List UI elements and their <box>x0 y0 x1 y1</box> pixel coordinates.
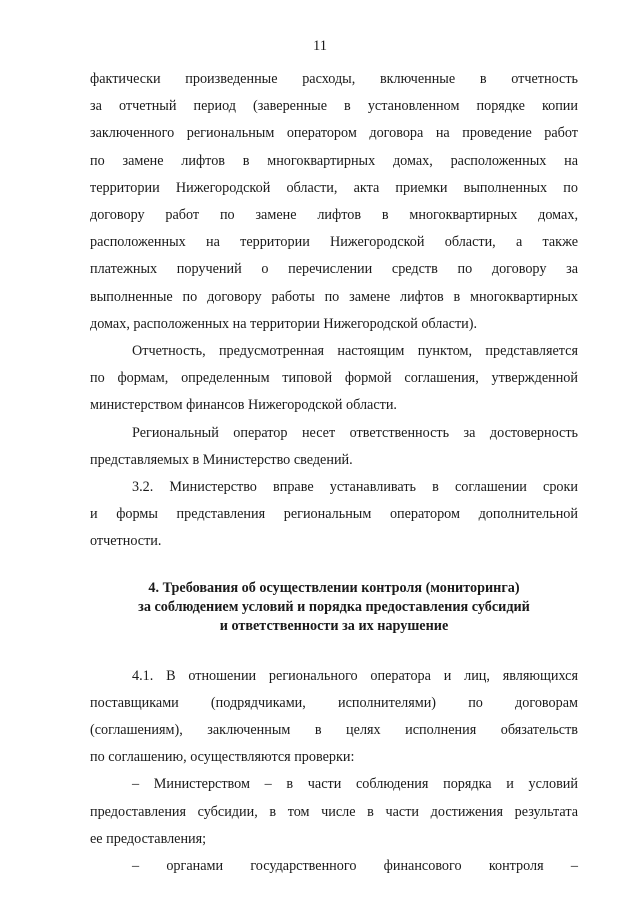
text-line: – Министерством – в части соблюдения порядка и условий <box>132 776 578 793</box>
text-line: отчетности. <box>90 533 162 550</box>
paragraph-4-1 <box>90 663 578 772</box>
text-line: 3.2. Министерство вправе устанавливать в соглашении сроки <box>132 479 578 496</box>
paragraph-3-2 <box>90 474 578 556</box>
text-line: поставщиками (подрядчиками, исполнителями) по договорам <box>90 694 578 711</box>
list-item-ministry <box>90 771 578 853</box>
heading-line: и ответственности за их нарушение <box>219 617 449 634</box>
text-line: Региональный оператор несет ответственность за достоверность <box>132 424 578 441</box>
text-line: Отчетность, предусмотренная настоящим пунктом, представляется <box>132 343 578 360</box>
text-line: домах, расположенных на территории Нижегородской области). <box>90 315 478 332</box>
paragraph-report-forms <box>90 338 578 420</box>
text-line: министерством финансов Нижегородской области. <box>90 397 397 414</box>
text-line: фактически произведенные расходы, включенные в отчетность <box>90 71 578 87</box>
text-line: ее предоставления; <box>90 830 207 847</box>
text-line: договору работ по замене лифтов в многоквартирных домах, <box>90 207 578 224</box>
text-line: по замене лифтов в многоквартирных домах, расположенных на <box>90 152 578 169</box>
heading-line: 4. Требования об осуществлении контроля (мониторинга) <box>148 579 520 596</box>
text-line: выполненные по договору работы по замене лифтов в многоквартирных <box>90 288 578 305</box>
text-line: 4.1. В отношении регионального оператора и лиц, являющихся <box>132 667 578 684</box>
text-line: представляемых в Министерство сведений. <box>90 451 353 468</box>
text-line: заключенного региональным оператором договора на проведение работ <box>90 125 578 142</box>
page-number: 11 <box>313 38 327 54</box>
text-line: – органами государственного финансового контроля – <box>132 858 578 875</box>
text-line: предоставления субсидии, в том числе в части достижения результата <box>90 803 578 820</box>
text-line: по формам, определенным типовой формой соглашения, утвержденной <box>90 370 578 387</box>
section-heading <box>90 579 578 636</box>
text-line: платежных поручений о перечислении средств по договору за <box>90 261 578 278</box>
document-body <box>90 66 578 880</box>
list-item-financial-control <box>90 853 578 880</box>
text-line: за отчетный период (заверенные в установленном порядке копии <box>90 98 578 115</box>
text-line: расположенных на территории Нижегородской области, а также <box>90 234 578 251</box>
text-line: (соглашениям), заключенным в целях исполнения обязательств <box>90 722 578 739</box>
heading-line: за соблюдением условий и порядка предоставления субсидий <box>138 598 530 615</box>
text-line: и формы представления региональным оператором дополнительной <box>90 506 578 523</box>
text-line: по соглашению, осуществляются проверки: <box>90 749 355 766</box>
text-line: территории Нижегородской области, акта приемки выполненных по <box>90 179 578 196</box>
paragraph-reporting-documents <box>90 66 578 338</box>
paragraph-operator-responsibility <box>90 420 578 474</box>
